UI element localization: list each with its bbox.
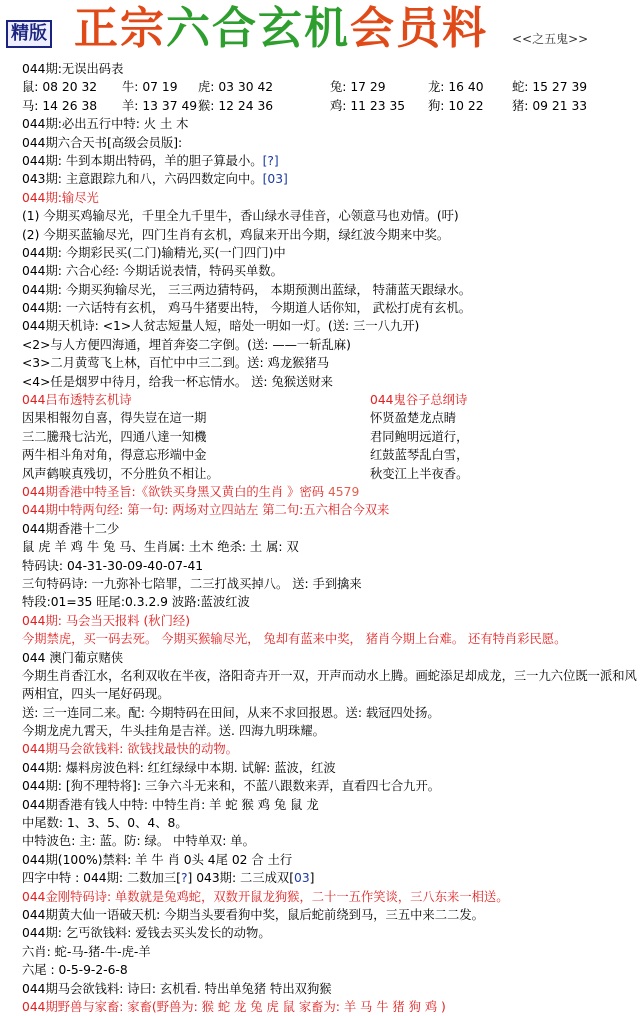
zodiac-snake: 蛇: 15 27 39: [512, 80, 588, 95]
line-lose-2: (2) 今期买蓝输尽光，四门生肖有玄机，鸡鼠来开出今期，绿红波今期来中奖。: [22, 227, 450, 242]
zodiac-rooster: 鸡: 11 23 35: [330, 98, 406, 113]
zodiac-dog: 狗: 10 22: [428, 98, 484, 113]
line-lose-1: (1) 今期买鸡输尽光，千里全九千里牛，香山绿水寻佳音，心领意马也劝情。(吁): [22, 209, 459, 224]
poem-titles: [22, 391, 640, 409]
subtitle: <<之五鬼>>: [512, 32, 589, 46]
line-ban: 044期(100%)禁料: 羊 牛 肖 0头 4尾 02 合 土行: [22, 852, 293, 867]
zodiac-dragon: 龙: 16 40: [428, 80, 484, 95]
line-six-tails: 六尾 : 0-5-9-2-6-8: [22, 963, 128, 978]
line-poem-2: <2>与人方便四海通，埋首奔姿二字倒。(送: ——一斩乱麻): [22, 337, 351, 352]
poem-row-3: [22, 446, 640, 464]
line-heavenly-book: 044期六合天书[高级会员版]:: [22, 135, 183, 150]
line-gates: 044期: 今期彩民买(二门)输精光,买(一门四门)中: [22, 245, 286, 260]
line-one-six: 044期: 一六话特有玄机， 鸡马牛猪要出特， 今期道人话你知， 武松打虎有玄机。: [22, 301, 472, 316]
poem-row-1: [22, 409, 640, 427]
zodiac-goat: 羊: 13 37 49: [122, 98, 198, 113]
hint-044-text: 044期: 牛到本期出特码，羊的胆子算最小。: [22, 153, 263, 168]
zodiac-rabbit: 兔: 17 29: [330, 80, 386, 95]
zodiac-rat: 鼠: 08 20 32: [22, 80, 98, 95]
line-autumn-sutra: 044期: 马会当天报料 (秋门经): [22, 613, 190, 628]
zodiac-ox: 牛: 07 19: [122, 80, 178, 95]
line-zodiac-attrs: 鼠 虎 羊 鸡 牛 兔 马、生肖属: 土木 绝杀: 土 属: 双: [22, 540, 299, 555]
zodiac-monkey: 猴: 12 24 36: [198, 98, 274, 113]
poem-right-3: 红鼓蓝琴乱白雪，: [370, 448, 469, 463]
title-part-4: 会员料: [350, 3, 488, 54]
zodiac-row-1: [22, 78, 640, 96]
line-poem-3: <3>二月黄莺飞上林，百忙中中三二到。送: 鸡龙猴猪马: [22, 356, 330, 371]
line-tail-numbers: 中尾数: 1、3、5、0、4、8。: [22, 816, 188, 831]
paragraph-hongkong-water: 今期生肖香江水，名利双收在半夜，洛阳奇卉开一双，开声而动水上腾。画蛇添足却成龙，三一九六位既一派和风两相宜，四头一尾好码现。: [22, 668, 637, 702]
line-code-formula: [22, 557, 640, 575]
zodiac-horse: 马: 14 26 38: [22, 98, 98, 113]
line-money-animal: 044期马会欲钱料: 欲钱找最快的动物。: [22, 742, 238, 757]
guiguzi-poem-title: 044鬼谷子总纲诗: [370, 393, 468, 408]
poem-left-1: 因果相報勿自喜，得失豈在這一期: [22, 411, 207, 426]
poem-left-2: 三二騰飛七沾光，四通八達一知機: [22, 429, 207, 444]
line-tiger-ban: 今期禁虎，买一码去死。 今期买猴输尽光， 兔却有蓝来中奖， 猪肖今期上台难。 还有特肖彩民愿。: [22, 632, 567, 647]
line-beggar: 044期: 乞丐欲钱料: 爱钱去买头发长的动物。: [22, 926, 271, 941]
line-special-segment: 特段:01=35 旺尾:0.3.2.9 波路:蓝波红波: [22, 595, 250, 610]
line-heart-sutra: 044期: 六合心经: 今期话说表情，特码买单数。: [22, 264, 283, 279]
line-044-hint: [22, 152, 640, 170]
line-beasts-livestock: 044期野兽与家畜: 家畜(野兽为: 猴 蛇 龙 兔 虎 鼠 家畜为: 羊 马 牛 猪 狗 鸡 ): [22, 999, 446, 1014]
poem-row-4: [22, 465, 640, 483]
line-hk-twelve: 044期香港十二少: [22, 521, 120, 536]
line-rich-man: 044期香港有钱人中特: 中特生肖: 羊 蛇 猴 鸡 兔 鼠 龙: [22, 797, 319, 812]
poem-left-3: 两牛相斗角对角，得意忘形端中金: [22, 448, 207, 463]
line-six-zodiac: 六肖: 蛇-马-猪-牛-虎-羊: [22, 944, 151, 959]
line-macau-gambler: 044 澳门葡京赌侠: [22, 650, 124, 665]
line-dog-special: 044期: [狗不理特将]: 三争六斗无来和，不蓝八跟数来弄，直看四七合九开。: [22, 779, 441, 794]
line-edict: [22, 483, 640, 501]
line-dragon-tiger: 今期龙虎九霄天，牛头挂角是吉祥。送. 四海九明珠耀。: [22, 724, 325, 739]
poem-left-4: 风声鹤唳真残切，不分胜负不相让。: [22, 466, 219, 481]
line-five-elements: 044期:必出五行中特: 火 土 木: [22, 117, 189, 132]
line-four-word: [22, 869, 640, 887]
section-lose-all: 044期:输尽光: [22, 190, 99, 205]
poem-right-2: 君同鲍明远道行，: [370, 429, 469, 444]
edict-text: 044期香港中特圣旨:《欲铁买身黑又黄白的生肖 》密码: [22, 484, 328, 499]
header: [0, 0, 644, 62]
hint-043-result: [03]: [262, 172, 288, 187]
line-043-hint: [22, 170, 640, 188]
jingban-badge: 精版: [6, 20, 52, 48]
hint-044-result: [?]: [262, 153, 279, 168]
four-word-c: ] 043期: 二三成双[: [187, 871, 295, 886]
four-word-e: ]: [309, 871, 315, 886]
zodiac-pig: 猪: 09 21 33: [512, 98, 588, 113]
code-formula-numbers: 04-31-30-09-40-07-41: [66, 558, 204, 573]
edict-code: 4579: [327, 484, 360, 499]
page-title: [74, 4, 488, 54]
line-two-sentences: 044期中特两句经: 第一句: 两场对立四站左 第二句:五六相合今双来: [22, 503, 390, 518]
content-body: [22, 60, 640, 1016]
line-poem-1: 044期天机诗: <1>人贫志短量人短，暗处一明如一灯。(送: 三一八九开): [22, 319, 420, 334]
line-poem-says: 044期马会欲钱料: 诗曰: 玄机看. 特出单兔猪 特出双狗猴: [22, 981, 332, 996]
poem-right-4: 秋变江上半夜香。: [370, 466, 469, 481]
code-formula-label: 特码诀:: [22, 558, 67, 573]
hint-043-text: 043期: 主意跟踪九和八，六码四数定向中。: [22, 172, 263, 187]
lubu-poem-title: 044吕布透特玄机诗: [22, 393, 132, 408]
line-code-table-title: 044期:无误出码表: [22, 62, 124, 76]
title-part-3: 玄机: [258, 3, 350, 54]
line-vajra-poem: 044金刚特码诗: 单数就是兔鸡蛇，双数开鼠龙狗猴，二十一五作笑谈，三八东来一相送。: [22, 889, 509, 904]
line-wave-single: 中特波色: 主: 蓝。防: 绿。 中特单双: 单。: [22, 834, 255, 849]
title-part-2: 六合: [166, 3, 258, 54]
zodiac-row-2: [22, 97, 640, 115]
poem-row-2: [22, 428, 640, 446]
title-part-1: 正宗: [74, 3, 166, 54]
line-three-sentence-poem: 三句特码诗: 一九弥补七陪罪，二三打战买掉八。 送: 手到擒来: [22, 576, 362, 591]
four-word-result-044: ?: [180, 871, 188, 886]
line-wave-color: 044期: 爆料房波色料: 红红绿绿中本期. 试解: 蓝波，红波: [22, 760, 336, 775]
four-word-a: 四字中特 : 044期: 二数加三[: [22, 871, 181, 886]
poem-right-1: 怀贤盈楚龙点睛: [370, 411, 457, 426]
zodiac-tiger: 虎: 03 30 42: [198, 80, 274, 95]
line-send-three: 送: 三一连同二来。配: 今期特码在田间，从来不求回报恩。送: 载冠四处扬。: [22, 705, 440, 720]
line-poem-4: <4>任是烟罗中待月，给我一杯忘情水。 送: 兔猴送财来: [22, 374, 333, 389]
line-wong-tai-sin: 044期黄大仙一语破天机: 今期当头要看狗中奖，鼠后蛇前绕到马，三五中来二二发。: [22, 907, 484, 922]
four-word-result-043: 03: [294, 871, 310, 886]
line-dog-lose: 044期: 今期买狗输尽光， 三三两边猜特码， 本期预测出蓝绿， 特蒲蓝天跟绿水。: [22, 282, 472, 297]
